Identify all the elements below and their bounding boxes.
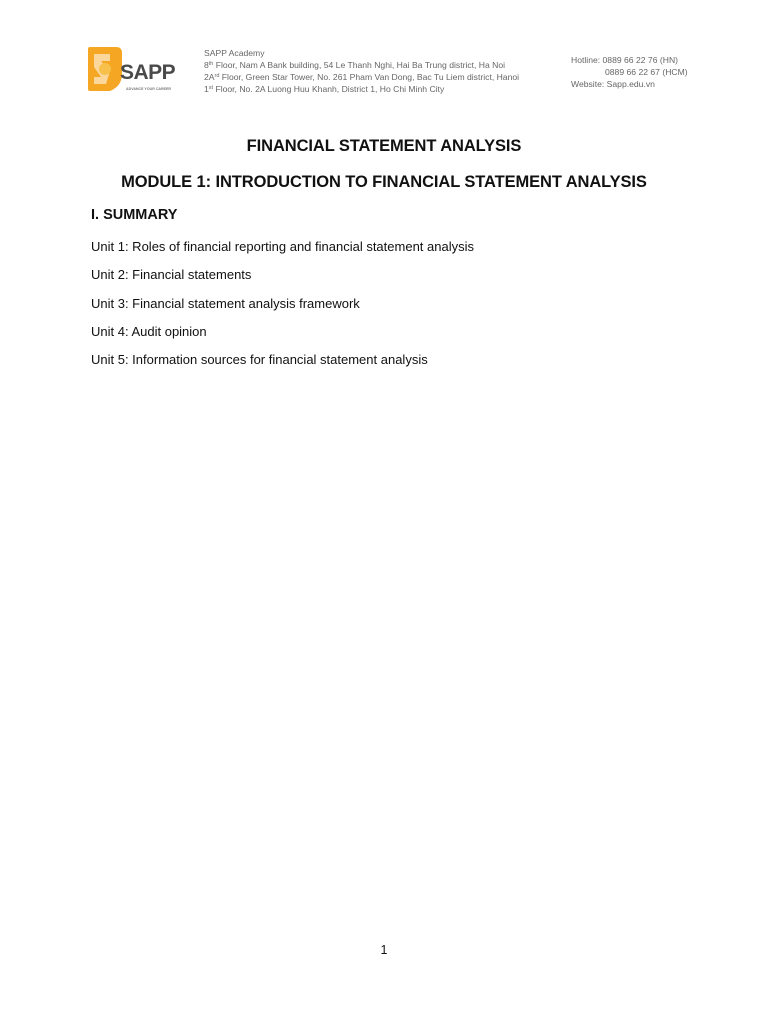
address-line-3-number: 1 (204, 84, 209, 94)
address-line-1 (204, 59, 554, 71)
unit-item-5: Unit 5: Information sources for financial statement analysis (91, 352, 428, 368)
hotline-hcm: 0889 66 22 67 (HCM) (605, 67, 688, 77)
address-line-2 (204, 71, 554, 83)
address-line-1-text: Floor, Nam A Bank building, 54 Le Thanh Nghi, Hai Ba Trung district, Ha Noi (213, 60, 506, 70)
module-title: MODULE 1: INTRODUCTION TO FINANCIAL STATEMENT ANALYSIS (121, 173, 647, 191)
logo-tagline: ADVANCE YOUR CAREER (126, 87, 171, 91)
address-line-1-suffix: th (208, 61, 214, 67)
unit-item-2: Unit 2: Financial statements (91, 267, 252, 283)
unit-item-4: Unit 4: Audit opinion (91, 323, 207, 339)
org-name: SAPP Academy (204, 48, 265, 58)
address-line-3-text: Floor, No. 2A Luong Huu Khanh, District 1, Ho Chi Minh City (213, 84, 445, 94)
header-address (204, 47, 554, 95)
unit-list (91, 238, 474, 379)
address-line-2-number: 2A (204, 72, 215, 82)
section-heading-summary: I. SUMMARY (91, 207, 178, 223)
unit-item-3: Unit 3: Financial statement analysis framework (91, 295, 360, 311)
hotline-hn: Hotline: 0889 66 22 76 (HN) (571, 55, 679, 65)
sapp-logo[interactable] (86, 44, 182, 96)
address-line-2-text: Floor, Green Star Tower, No. 261 Pham Van Dong, Bac Tu Liem district, Hanoi (219, 72, 520, 82)
address-line-1-number: 8 (204, 60, 209, 70)
address-line-2-suffix: rd (214, 73, 220, 79)
address-line-3 (204, 83, 554, 95)
website-link[interactable]: Website: Sapp.edu.vn (571, 79, 655, 89)
address-line-3-suffix: st (208, 85, 214, 91)
page-number: 1 (380, 943, 388, 957)
header-contact (571, 54, 731, 90)
document-title: FINANCIAL STATEMENT ANALYSIS (246, 137, 522, 155)
sapp-logo-graphic (86, 44, 182, 96)
unit-item-1: Unit 1: Roles of financial reporting and financial statement analysis (91, 239, 474, 254)
logo-wordmark: SAPP (120, 61, 176, 84)
